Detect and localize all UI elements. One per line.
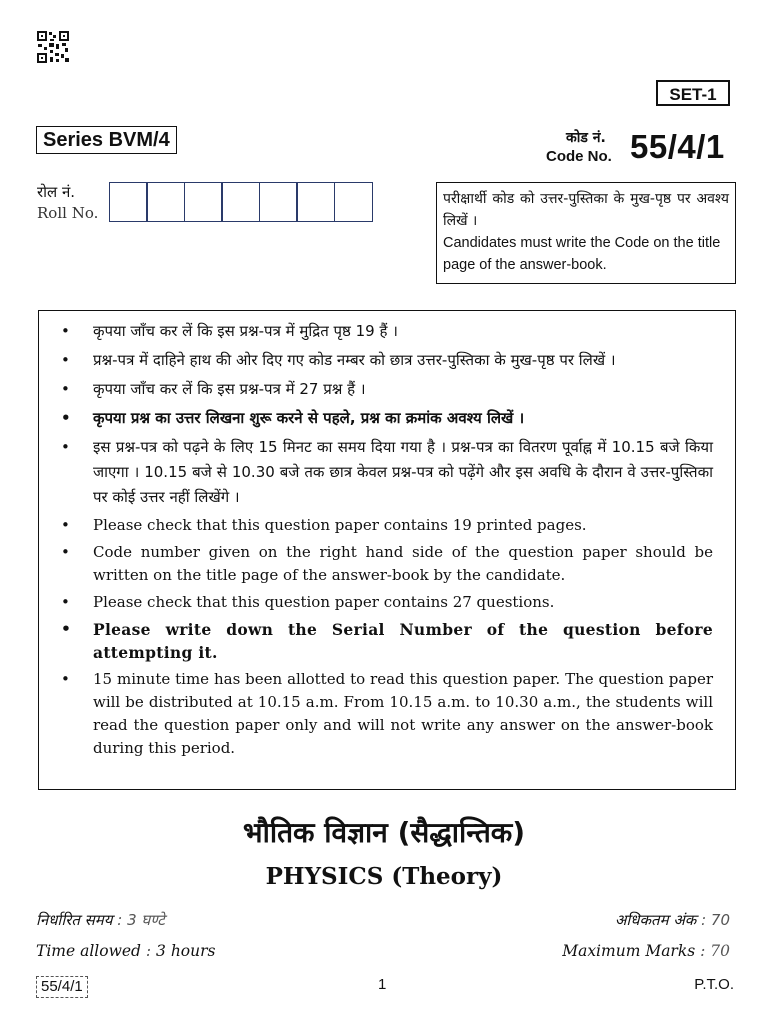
series-label: Series BVM/4 [36, 126, 177, 154]
code-note-box [436, 182, 736, 284]
footer-code: 55/4/1 [36, 976, 88, 998]
subject-title-english: PHYSICS (Theory) [265, 863, 503, 890]
code-number: 55/4/1 [630, 128, 725, 165]
marks-label-english: Maximum Marks [562, 942, 696, 960]
time-label-hindi: निर्धारित समय [36, 911, 113, 929]
instruction-hindi: • कृपया प्रश्न का उत्तर लिखना शुरू करने से पहले, प्रश्न का क्रमांक अवश्य लिखें । [59, 406, 713, 431]
code-note-english: Candidates must write the Code on the title page of the answer-book. [443, 235, 721, 273]
roll-digit-box[interactable] [296, 182, 335, 222]
instruction-hindi: • इस प्रश्न-पत्र को पढ़ने के लिए 15 मिनट का समय दिया गया है । प्रश्न-पत्र का वितरण पूर्वाह्न में 10.15 बजे किया जाएगा । 10.15 बजे से 10.30 बजे तक छात्र केवल प्रश्न-पत्र को पढ़ेंगे और इस अवधि के दौरान वे उत्तर-पुस्तिका पर कोई उत्तर नहीं लिखेंगे । [59, 435, 713, 510]
code-label-english: Code No. [546, 148, 612, 165]
instruction-hindi: • कृपया जाँच कर लें कि इस प्रश्न-पत्र में 27 प्रश्न हैं । [59, 377, 713, 402]
page-number: 1 [378, 976, 387, 993]
marks-value-english: 70 [710, 942, 730, 960]
max-marks-english: Maximum Marks : 70 [562, 942, 730, 960]
roll-label-english: Roll No. [37, 204, 99, 222]
time-allowed-hindi: निर्धारित समय : 3 घण्टे [36, 911, 165, 929]
time-label-english: Time allowed [36, 942, 141, 960]
set-label: SET-1 [656, 80, 730, 106]
qr-code-icon [36, 30, 70, 64]
code-label-hindi: कोड नं. [566, 130, 606, 146]
roll-digit-box[interactable] [334, 182, 373, 222]
time-allowed-english: Time allowed : 3 hours [36, 942, 216, 960]
instruction-english: • Please check that this question paper contains 19 printed pages. [59, 514, 713, 537]
instruction-hindi: • कृपया जाँच कर लें कि इस प्रश्न-पत्र में मुद्रित पृष्ठ 19 हैं । [59, 319, 713, 344]
subject-title-hindi: भौतिक विज्ञान (सैद्धान्तिक) [242, 816, 526, 849]
roll-number-boxes [110, 182, 373, 222]
instructions-list [59, 319, 713, 760]
instruction-english: • Code number given on the right hand side of the question paper should be written on the title page of the answer-book by the candidate. [59, 541, 713, 587]
roll-digit-box[interactable] [146, 182, 185, 222]
instruction-english: • 15 minute time has been allotted to read this question paper. The question paper will be distributed at 10.15 a.m. From 10.15 a.m. to 10.30 a.m., the students will read the question paper only and will not write any answer on the answer-book during this period. [59, 668, 713, 760]
max-marks-hindi: अधिकतम अंक : 70 [614, 911, 730, 929]
roll-digit-box[interactable] [221, 182, 260, 222]
roll-label-hindi: रोल नं. [37, 183, 76, 201]
instructions-box [38, 310, 736, 790]
roll-digit-box[interactable] [184, 182, 223, 222]
code-note-hindi: परीक्षार्थी कोड को उत्तर-पुस्तिका के मुख-पृष्ठ पर अवश्य लिखें । [443, 191, 729, 229]
roll-digit-box[interactable] [259, 182, 298, 222]
instruction-english: • Please check that this question paper contains 27 questions. [59, 591, 713, 614]
marks-label-hindi: अधिकतम अंक [614, 911, 697, 929]
instruction-hindi: • प्रश्न-पत्र में दाहिने हाथ की ओर दिए गए कोड नम्बर को छात्र उत्तर-पुस्तिका के मुख-पृष्ठ पर लिखें । [59, 348, 713, 373]
marks-value-hindi: 70 [710, 911, 730, 929]
time-value-hindi: 3 घण्टे [127, 911, 165, 929]
pto-label: P.T.O. [694, 976, 734, 993]
roll-digit-box[interactable] [109, 182, 148, 222]
instruction-english: • Please write down the Serial Number of the question before attempting it. [59, 618, 713, 664]
time-value-english: 3 hours [156, 942, 216, 960]
